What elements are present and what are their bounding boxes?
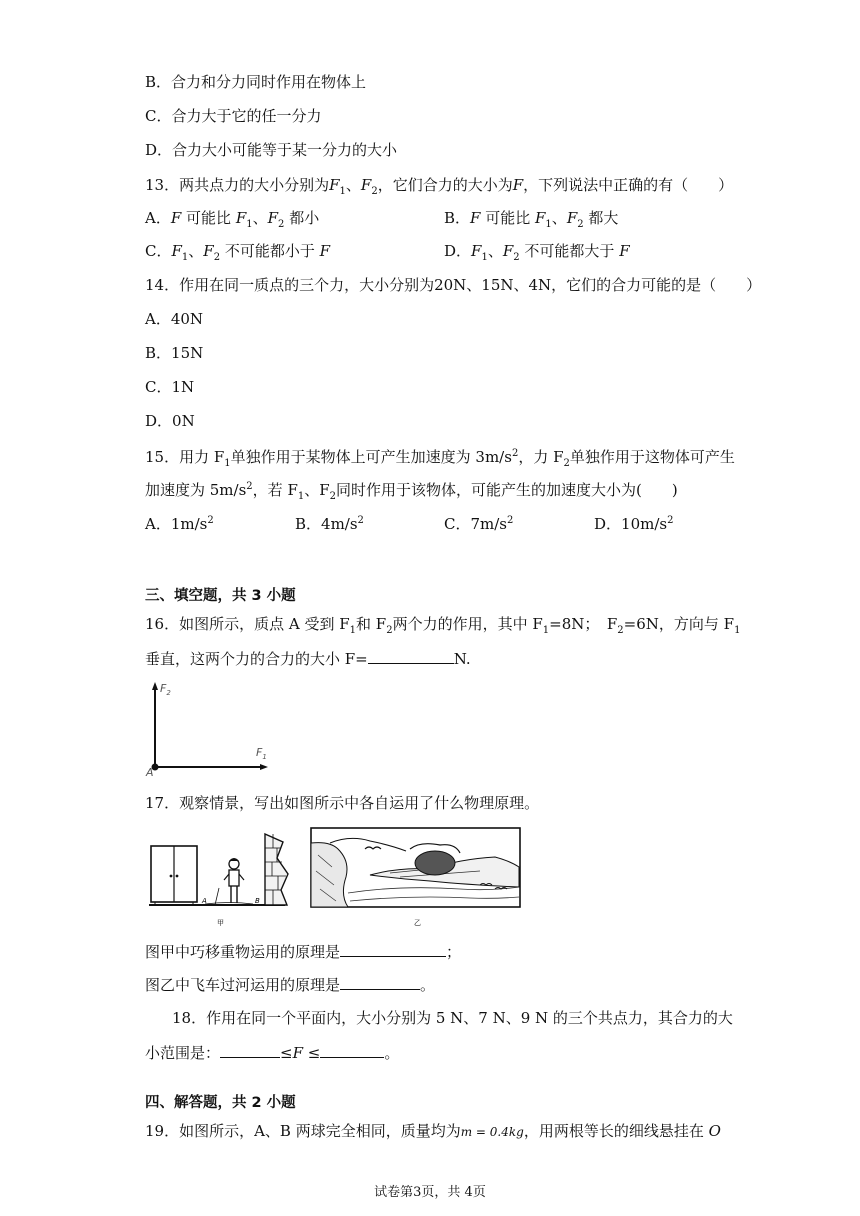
f1-label: $F_1$: [256, 746, 267, 761]
f2-label: $F_2$: [160, 682, 171, 697]
q13-option-d: D．$F_1$、$F_2$ 不可能都大于 F: [444, 242, 630, 263]
q15-stem-line2: 加速度为 $5m/s^2$，若 $F_1$、$F_2$同时作用于该物体，可能产生的加速度大小为( ): [145, 481, 678, 502]
q17-answer-line-yi: 图乙中飞车过河运用的原理是 。: [145, 976, 436, 994]
q14-option-a: A．40N: [145, 310, 204, 328]
a-label: A: [146, 766, 154, 778]
q13-option-a: A．F 可能比 $F_1$、$F_2$ 都小: [145, 209, 320, 230]
svg-text:B: B: [255, 897, 260, 905]
q16-stem-line2: 垂直，这两个力的合力的大小 F= N.: [145, 650, 471, 668]
q17-blank-yi[interactable]: [340, 974, 420, 990]
q17-figure-jia: [145, 828, 295, 930]
q17-blank-jia[interactable]: [340, 941, 446, 957]
section-4-heading: 四、解答题，共 2 小题: [145, 1095, 296, 1111]
figure-jia-label: 甲: [217, 919, 224, 927]
q14-option-c: C．1N: [145, 378, 195, 396]
q18-blank-min[interactable]: [220, 1042, 280, 1058]
q16-stem-line1: 16．如图所示，质点 A 受到 $F_1$和 $F_2$两个力的作用，其中 $F_1=8N$； $F_2=6N$，方向与 $F_1$: [145, 615, 741, 636]
q14-option-d: D．0N: [145, 412, 195, 430]
q17-stem: 17．观察情景，写出如图所示中各自运用了什么物理原理。: [145, 794, 540, 812]
q14-stem: 14．作用在同一质点的三个力，大小分别为20N、15N、4N，它们的合力可能的是（ ）: [145, 276, 762, 294]
q13-option-c: C．$F_1$、$F_2$ 不可能都小于 F: [145, 242, 331, 263]
q16-force-diagram: [140, 676, 275, 778]
q15-option-d: D．$10m/s^2$: [594, 515, 674, 533]
q12-option-b: B．合力和分力同时作用在物体上: [145, 73, 367, 91]
q12-option-c: C．合力大于它的任一分力: [145, 107, 322, 125]
q15-option-b: B．$4m/s^2$: [295, 515, 364, 533]
q13-stem: 13．两共点力的大小分别为$F_1$、$F_2$，它们合力的大小为F，下列说法中正确的有（ ）: [145, 176, 734, 197]
q15-option-a: A．$1m/s^2$: [145, 515, 214, 533]
q17-figure-yi: [310, 827, 522, 931]
q13-option-b: B．F 可能比 $F_1$、$F_2$ 都大: [444, 209, 619, 230]
q18-stem-line2: 小范围是： ≤F ≤ 。: [145, 1044, 400, 1062]
q16-answer-blank[interactable]: [368, 648, 454, 664]
q17-answer-line-jia: 图甲中巧移重物运用的原理是 ；: [145, 943, 462, 961]
figure-yi-label: 乙: [414, 919, 421, 927]
q14-option-b: B．15N: [145, 344, 204, 362]
q19-stem-line1: 19．如图所示，A、B 两球完全相同，质量均为m = 0.4kg，用两根等长的细线悬挂在 O: [145, 1122, 721, 1140]
svg-text:A: A: [202, 897, 207, 905]
q15-stem-line1: 15．用力 $F_1$单独作用于某物体上可产生加速度为 $3m/s^2$，力 $F_2$单独作用于这物体可产生: [145, 448, 735, 469]
q12-option-d: D．合力大小可能等于某一分力的大小: [145, 141, 398, 159]
q18-stem-line1: 18．作用在同一个平面内，大小分别为 5 N、7 N、9 N 的三个共点力，其合力的大: [172, 1009, 733, 1027]
q15-option-c: C．$7m/s^2$: [444, 515, 514, 533]
q18-blank-max[interactable]: [320, 1042, 384, 1058]
page-footer: 试卷第3页，共 4页: [374, 1185, 486, 1200]
section-3-heading: 三、填空题，共 3 小题: [145, 588, 296, 604]
